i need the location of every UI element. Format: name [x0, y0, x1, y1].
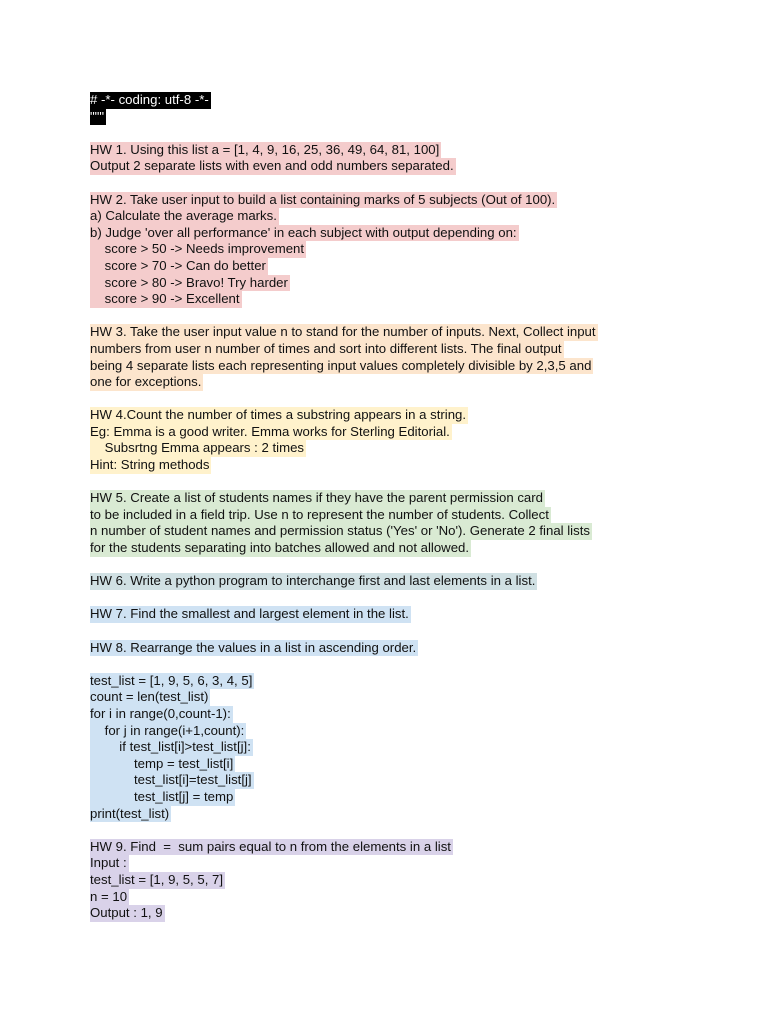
text-span: being 4 separate lists each representing input values completely divisible by 2,3,5 and: [90, 357, 592, 373]
text-span: n = 10: [90, 888, 128, 904]
text-line: [90, 606, 598, 623]
hw2-section: [90, 192, 598, 308]
text-span: test_list = [1, 9, 5, 5, 7]: [90, 871, 224, 887]
blank-line: [90, 175, 598, 192]
text-span: score > 80 -> Bravo! Try harder: [90, 274, 288, 290]
text-span: for the students separating into batches allowed and not allowed.: [90, 540, 470, 556]
blank-line: [90, 623, 598, 640]
text-span: Input :: [90, 855, 127, 871]
blank-line: [90, 557, 598, 574]
blank-line: [90, 590, 598, 607]
text-span: count = len(test_list): [90, 689, 209, 705]
text-span: one for exceptions.: [90, 374, 202, 390]
text-line: [90, 839, 598, 856]
code-line: [90, 723, 598, 740]
text-line: [90, 324, 598, 341]
blank-line: [90, 474, 598, 491]
code-block: [90, 673, 598, 822]
blank-line: [90, 308, 598, 325]
text-line: [90, 241, 598, 258]
text-span: n number of student names and permission status ('Yes' or 'No'). Generate 2 final lists: [90, 523, 590, 539]
blank-line: [90, 391, 598, 408]
text-line: [90, 341, 598, 358]
text-line: [90, 225, 598, 242]
code-line: [90, 739, 598, 756]
text-line: [90, 872, 598, 889]
text-span: HW 1. Using this list a = [1, 4, 9, 16, 25, 36, 49, 64, 81, 100]: [90, 141, 440, 157]
blank-line: [90, 125, 598, 142]
code-line: [90, 706, 598, 723]
blank-line: [90, 656, 598, 673]
code-line: [90, 772, 598, 789]
coding-header: [90, 92, 598, 125]
blank-line: [90, 822, 598, 839]
text-span: b) Judge 'over all performance' in each subject with output depending on:: [90, 224, 517, 240]
text-span: # -*- coding: utf-8 -*-: [90, 92, 209, 107]
hw4-section: [90, 407, 598, 473]
text-line: [90, 855, 598, 872]
text-span: Output 2 separate lists with even and odd numbers separated.: [90, 158, 454, 174]
text-line: [90, 92, 598, 109]
text-line: [90, 905, 598, 922]
text-line: [90, 208, 598, 225]
text-line: [90, 457, 598, 474]
text-span: Output : 1, 9: [90, 905, 163, 921]
text-span: HW 3. Take the user input value n to stand for the number of inputs. Next, Collect input: [90, 324, 596, 340]
hw3-section: [90, 324, 598, 390]
text-span: HW 8. Rearrange the values in a list in ascending order.: [90, 639, 417, 655]
code-line: [90, 789, 598, 806]
hw6-section: [90, 573, 598, 590]
text-span: score > 90 -> Excellent: [90, 291, 240, 307]
text-line: [90, 573, 598, 590]
text-span: score > 70 -> Can do better: [90, 257, 266, 273]
text-span: if test_list[i]>test_list[j]:: [90, 739, 251, 755]
text-span: test_list = [1, 9, 5, 6, 3, 4, 5]: [90, 672, 253, 688]
hw5-section: [90, 490, 598, 556]
text-span: for j in range(i+1,count):: [90, 722, 245, 738]
text-span: Hint: String methods: [90, 457, 210, 473]
text-line: [90, 142, 598, 159]
text-line: [90, 540, 598, 557]
text-line: [90, 440, 598, 457]
text-span: HW 4.Count the number of times a substring appears in a string.: [90, 407, 467, 423]
text-line: [90, 523, 598, 540]
text-line: [90, 640, 598, 657]
text-span: HW 6. Write a python program to interchange first and last elements in a list.: [90, 573, 536, 589]
text-span: print(test_list): [90, 805, 170, 821]
text-line: [90, 374, 598, 391]
text-span: HW 9. Find = sum pairs equal to n from the elements in a list: [90, 838, 451, 854]
text-span: for i in range(0,count-1):: [90, 705, 231, 721]
text-line: [90, 109, 598, 126]
text-span: a) Calculate the average marks.: [90, 208, 277, 224]
text-span: HW 7. Find the smallest and largest element in the list.: [90, 606, 409, 622]
text-line: [90, 275, 598, 292]
text-span: Eg: Emma is a good writer. Emma works for Sterling Editorial.: [90, 423, 450, 439]
text-line: [90, 158, 598, 175]
text-span: test_list[j] = temp: [90, 788, 234, 804]
text-line: [90, 192, 598, 209]
code-line: [90, 689, 598, 706]
text-span: HW 2. Take user input to build a list containing marks of 5 subjects (Out of 100).: [90, 191, 556, 207]
hw7-section: [90, 606, 598, 623]
text-line: [90, 258, 598, 275]
text-line: [90, 407, 598, 424]
text-line: [90, 424, 598, 441]
text-line: [90, 291, 598, 308]
code-line: [90, 806, 598, 823]
hw1-section: [90, 142, 598, 175]
hw9-section: [90, 839, 598, 922]
text-span: HW 5. Create a list of students names if they have the parent permission card: [90, 490, 543, 506]
text-span: temp = test_list[i]: [90, 755, 234, 771]
text-span: numbers from user n number of times and sort into different lists. The final output: [90, 340, 562, 356]
text-span: test_list[i]=test_list[j]: [90, 772, 252, 788]
text-span: score > 50 -> Needs improvement: [90, 241, 305, 257]
text-span: to be included in a field trip. Use n to represent the number of students. Collect: [90, 506, 549, 522]
code-line: [90, 673, 598, 690]
document-body: [90, 92, 598, 922]
code-line: [90, 756, 598, 773]
hw8-section: [90, 640, 598, 657]
text-line: [90, 358, 598, 375]
text-span: Subsrtng Emma appears : 2 times: [90, 440, 305, 456]
text-span: """: [90, 108, 105, 124]
text-line: [90, 507, 598, 524]
text-line: [90, 490, 598, 507]
text-line: [90, 889, 598, 906]
